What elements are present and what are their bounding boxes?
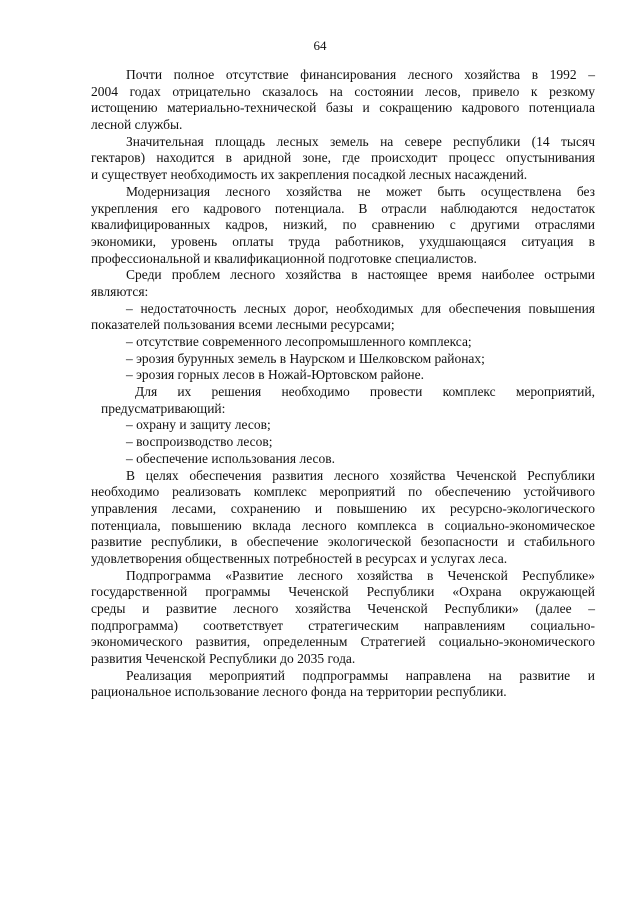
text-line: являются:: [91, 283, 149, 299]
text-line: лесной службы.: [91, 117, 183, 133]
list-item: – эрозия бурунных земель в Наурском и Шелковском районах;: [126, 350, 485, 366]
paragraph-development-goals: [91, 468, 595, 568]
text-line: развитие республики, в обеспечение экологической безопасности и стабильного: [91, 534, 595, 550]
page-number: 64: [313, 38, 327, 53]
paragraph-problems-intro: [91, 267, 595, 300]
list-item: – отсутствие современного лесопромышленного комплекса;: [126, 334, 472, 349]
text-line: управления лесами, сохранению и повышению их ресурсно-экологического: [91, 500, 595, 516]
list-item: показателей пользования всеми лесными ресурсами;: [91, 317, 395, 333]
text-line: Модернизация лесного хозяйства не может быть осуществлена без: [126, 183, 595, 199]
text-line: экономики, уровень оплаты труда работников, ухудшающаяся ситуация в: [91, 233, 595, 249]
text-line: экономического развития, определенным Стратегией социально-экономического: [91, 634, 595, 650]
text-line: 2004 годах отрицательно сказалось на состоянии лесов, привело к резкому: [91, 83, 595, 99]
text-line: Для их решения необходимо провести комплекс мероприятий,: [135, 384, 595, 400]
list-item: – обеспечение использования лесов.: [126, 450, 336, 466]
text-line: квалифицированных кадров, низкий, по сравнению с другими отраслями: [91, 217, 595, 233]
text-line: необходимо реализовать комплекс мероприятий по обеспечению устойчивого: [91, 484, 595, 500]
text-line: Среди проблем лесного хозяйства в настоящее время наиболее острыми: [126, 267, 595, 283]
text-line: укрепления его кадрового потенциала. В отрасли наблюдаются недостаток: [91, 200, 595, 216]
paragraph-modernization: [91, 184, 595, 267]
text-line: Реализация мероприятий подпрограммы направлена на развитие и: [126, 667, 595, 683]
list-item: – эрозия горных лесов в Ножай-Юртовском районе.: [126, 367, 424, 383]
text-line: профессиональной и квалификационной подготовке специалистов.: [91, 250, 477, 266]
paragraph-measures-intro: [91, 384, 595, 417]
measures-list: [91, 417, 595, 467]
text-line: истощению материально-технической базы и сокращению кадрового потенциала: [91, 100, 595, 116]
text-line: развития Чеченской Республики до 2035 года.: [91, 651, 356, 667]
text-line: удовлетворения общественных потребностей в ресурсах и услугах леса.: [91, 550, 508, 566]
text-line: потенциала, повышению вклада лесного комплекса в социально-экономическое: [91, 517, 595, 533]
paragraph-implementation: [91, 668, 595, 701]
text-line: Значительная площадь лесных земель на севере республики (14 тысяч: [126, 133, 595, 149]
text-line: государственной программы Чеченской Республики «Охрана окружающей: [91, 584, 595, 600]
list-item: – недостаточность лесных дорог, необходимых для обеспечения повышения: [126, 300, 595, 316]
list-item: – охрану и защиту лесов;: [126, 417, 271, 433]
document-body: [91, 67, 595, 701]
text-line: рациональное использование лесного фонда на территории республики.: [91, 684, 507, 700]
text-line: предусматривающий:: [101, 400, 226, 416]
text-line: среды и развитие лесного хозяйства Чеченской Республики» (далее –: [91, 601, 595, 616]
text-line: и существует необходимость их закрепления посадкой лесных насаждений.: [91, 167, 528, 183]
list-item: – воспроизводство лесов;: [126, 434, 273, 450]
paragraph-subprogram: [91, 568, 595, 668]
problems-list: [91, 301, 595, 384]
text-line: гектаров) находится в аридной зоне, где происходит процесс опустынивания: [91, 150, 595, 166]
text-line: Почти полное отсутствие финансирования лесного хозяйства в 1992 –: [126, 67, 595, 82]
paragraph-financing: [91, 67, 595, 134]
text-line: Подпрограмма «Развитие лесного хозяйства в Чеченской Республике»: [126, 567, 595, 583]
paragraph-arid-zone: [91, 134, 595, 184]
text-line: подпрограмма) соответствует стратегическим направлениям социально-: [91, 617, 595, 633]
text-line: В целях обеспечения развития лесного хозяйства Чеченской Республики: [126, 467, 595, 483]
